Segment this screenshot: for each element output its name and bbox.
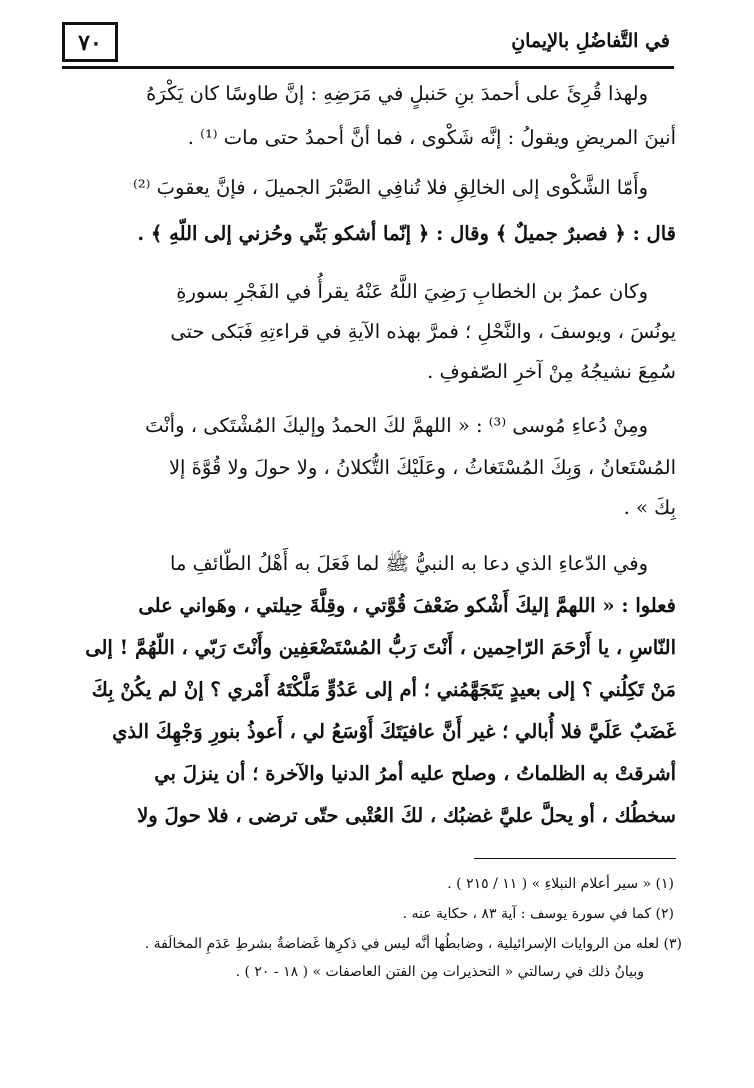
footnote-2: (٢) كما في سورة يوسف : آية ٨٣ ، حكاية عنه .	[402, 906, 674, 922]
running-title: في التَّفاضُلِ بالإيمانِ	[511, 30, 670, 52]
text-line: أشرقتْ به الظلماتُ ، وصلح عليه أمرُ الدنيا والآخرة ؛ أن ينزلَ بي	[154, 762, 676, 785]
footnote-1: (١) « سير أعلام النبلاءِ » ( ١١ / ٢١٥ ) .	[447, 876, 674, 892]
footnote-3-continued: وبيانُ ذلك في رسالتي « التحذيرات مِن الفتن العاصفات » ( ١٨ - ٢٠ ) .	[235, 964, 644, 980]
text-line: وفي الدّعاءِ الذي دعا به النبيُّ ﷺ لما فَعَلَ به أَهْلُ الطّائفِ ما	[170, 552, 648, 575]
text-line: ومِنْ دُعاءِ مُوسى ⁽³⁾ : « اللهمَّ لكَ الحمدُ وإليكَ المُشْتَكى ، وأنْتَ	[145, 414, 648, 437]
main-text	[62, 0, 676, 860]
text-line: المُسْتَعانُ ، وَبِكَ المُسْتَغاثُ ، وعَلَيْكَ التُّكلانُ ، ولا حولَ ولا قُوَّةَ إلا	[168, 456, 676, 479]
text-line: سُمِعَ نشيجُهُ مِنْ آخرِ الصّفوفِ .	[427, 360, 676, 383]
text-line: مَنْ تَكِلُني ؟ إلى بعيدٍ يَتَجَهَّمُني ؛ أم إلى عَدُوٍّ مَلَّكْتَهُ أَمْري ؟ إنْ لم يكُنْ بِكَ	[91, 678, 676, 701]
text-line: غَضَبٌ عَلَيَّ فلا أُبالي ؛ غير أَنَّ عافيَتَكَ أَوْسَعُ لي ، أَعوذُ بنورِ وَجْهِكَ الذي	[112, 720, 676, 743]
text-line: فعلوا : « اللهمَّ إليكَ أَشْكو ضَعْفَ قُوَّتي ، وقِلَّةَ حِيلتي ، وهَواني على	[138, 594, 676, 617]
text-line: قال : ﴿ فصبرٌ جميلٌ ﴾ وقال : ﴿ إنّما أشكو بَثّي وحُزني إلى اللّهِ ﴾ .	[137, 222, 676, 245]
text-line: سخطُك ، أو يحلَّ عليَّ غضبُك ، لكَ العُتْبى حتّى ترضى ، فلا حولَ ولا	[137, 804, 676, 827]
page-number: ٧٠	[62, 22, 118, 62]
text-line: أنينَ المريضِ ويقولُ : إنَّه شَكْوى ، فما أنَّ أحمدُ حتى مات ⁽¹⁾ .	[187, 126, 676, 149]
footnote-divider	[474, 858, 676, 859]
text-line: يونُسَ ، ويوسفَ ، والنَّحْلِ ؛ فمرَّ بهذه الآيةِ في قراءتِهِ فَبَكى حتى	[170, 320, 676, 343]
footnote-3: (٣) لعله من الروايات الإسرائيلية ، وضابطُها أنَّه ليس في ذكرِها غَضاضةٌ بشرطِ عَدَمِ المخالَفة .	[144, 936, 682, 952]
text-line: النّاسِ ، يا أَرْحَمَ الرّاحِمين ، أَنْتَ رَبُّ المُسْتَضْعَفِين وأَنْتَ رَبّي ، اللّهُمَّ ! إلى	[85, 636, 676, 659]
text-line: وكان عمرُ بن الخطابِ رَضِيَ اللَّهُ عَنْهُ يقرأُ في الفَجْرِ بسورةِ	[176, 280, 648, 303]
text-line: وأَمّا الشَّكْوى إلى الخالِقِ فلا تُنافِي الصَّبْرَ الجميلَ ، فإنَّ يعقوبَ ⁽²⁾	[133, 176, 648, 199]
text-line: ولهذا قُرِئَ على أحمدَ بنِ حَنبلٍ في مَرَضِهِ : إنَّ طاوسًا كان يَكْرَهُ	[146, 82, 648, 105]
text-line: بِكَ » .	[623, 496, 676, 519]
